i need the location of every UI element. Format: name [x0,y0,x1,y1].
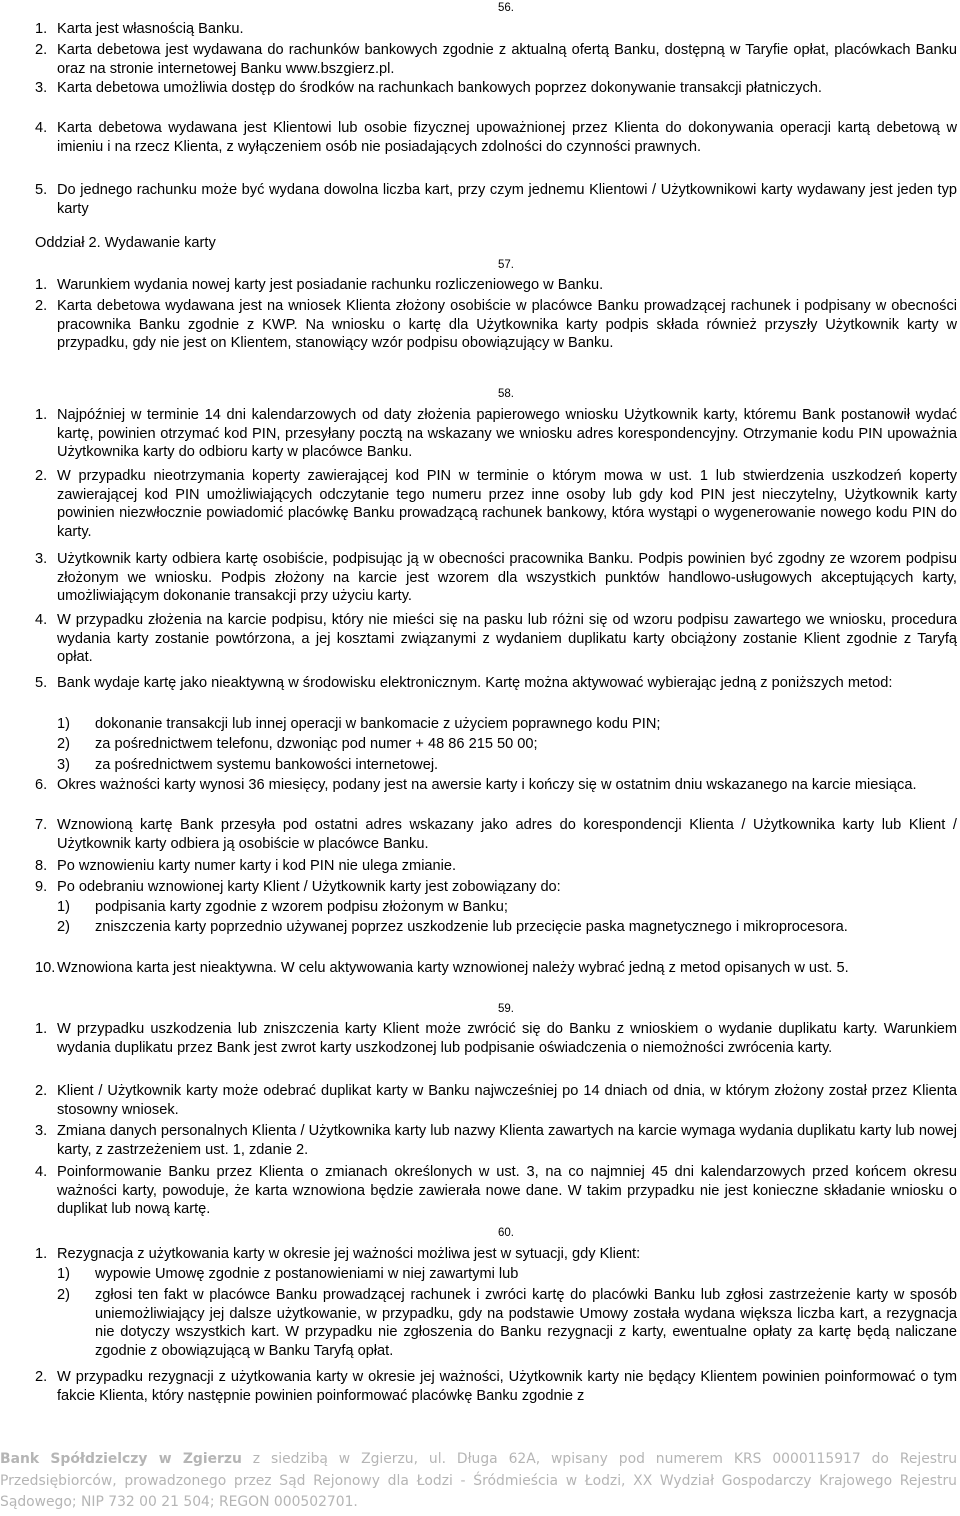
item-text: Użytkownik karty odbiera kartę osobiście, podpisując ją w obecności pracownika Banku. Podpis powinien być zgodny ze wzorem podpisu złożonym we wniosku. Podpis złożony na karcie jest wzorem dla wszystkich punktów handlowo-usługowych akceptujących karty, umożliwiającym dokonanie transakcji przy użyciu karty. [57,551,957,605]
page-footer [0,1449,957,1514]
subitem-number: 1) [57,1266,70,1282]
subitem-number: 1) [57,716,70,732]
s59-item-4 [35,1163,957,1219]
item-number: 2. [35,42,48,58]
s59-item-2 [35,1082,957,1119]
s58-item-9 [35,878,957,897]
item-text: W przypadku rezygnacji z użytkowania karty w okresie jej ważności, Użytkownik karty nie będący Klientem powinien poinformować o tym fakcie Klienta, który następnie powinien poinformować placówkę Banku zgodnie z [57,1369,957,1404]
subitem-number: 1) [57,899,70,915]
footer-registration-text: z siedzibą w Zgierzu, ul. Długa 62A, wpisany pod numerem KRS 0000115917 do Rejestru Przedsiębiorców, prowadzonego przez Sąd Rejonowy dla Łodzi - Śródmieścia w Łodzi, XX Wydział Gospodarczy Krajowego Rejestru Sądowego; NIP 732 00 21 504; REGON 000502701. [0,1451,957,1510]
item-text: Bank wydaje kartę jako nieaktywną w środowisku elektronicznym. Kartę można aktywować wybierając jedną z poniższych metod: [57,675,893,691]
s57-item-1 [35,276,957,295]
item-number: 5. [35,675,48,691]
item-number: 4. [35,1164,48,1180]
subitem-text: zgłosi ten fakt w placówce Banku prowadzącej rachunek i zwróci kartę do placówki Banku lub zgłosi zastrzeżenie karty w sposób uniemożliwiający jej dalsze użytkowanie, w przypadku, gdy na podstawie Umowy została wydana większa liczba kart, a rezygnacja nie dotyczy wszystkich kart. W przypadku nie zgłoszenia do Banku rezygnacji z karty, ewentualne opłaty za kartę będą naliczane zgodnie z obowiązującą w Banku Taryfą opłat. [95,1287,957,1359]
s58-item-7 [35,816,957,853]
s57-item-2 [35,297,957,353]
item-text: Karta debetowa jest wydawana do rachunków bankowych zgodnie z aktualną ofertą Banku, dostępną w Taryfie opłat, placówkach Banku oraz na stronie internetowej Banku www.bszgierz.pl. [57,42,957,77]
item-number: 1. [35,21,48,37]
s58-item-5 [35,674,957,693]
subitem-number: 2) [57,736,70,752]
s58-subitem-1 [57,715,957,734]
subitem-text: wypowie Umowę zgodnie z postanowieniami w niej zawartymi lub [95,1266,519,1282]
s58-item-8 [35,857,957,876]
item-text: Klient / Użytkownik karty może odebrać duplikat karty w Banku najwcześniej po 14 dniach od dnia, w którym złożony został przez Klienta stosowny wniosek. [57,1083,957,1118]
item-number: 1. [35,1021,48,1037]
s58-subitem-3 [57,756,957,775]
item-number: 2. [35,298,48,314]
item-text: Po wznowieniu karty numer karty i kod PIN nie ulega zmianie. [57,858,457,874]
item-text: Po odebraniu wznowionej karty Klient / Użytkownik karty jest zobowiązany do: [57,879,561,895]
s56-item-1 [35,20,957,39]
s56-item-5 [35,181,957,218]
item-number: 1. [35,1246,48,1262]
subitem-number: 2) [57,919,70,935]
subitem-text: za pośrednictwem telefonu, dzwoniąc pod numer + 48 86 215 50 00; [95,736,538,752]
item-number: 10. [35,960,56,976]
item-number: 4. [35,612,48,628]
item-number: 4. [35,120,48,136]
item-number: 3. [35,1123,48,1139]
item-text: Wznowiona karta jest nieaktywna. W celu aktywowania karty wznowionej należy wybrać jedną z metod opisanych w ust. 5. [57,960,849,976]
s58-subitem-9-2 [57,918,957,937]
s60-subitem-2 [57,1286,957,1360]
subitem-text: dokonanie transakcji lub innej operacji w bankomacie z użyciem poprawnego kodu PIN; [95,716,661,732]
section-56-heading: 56. [498,2,514,14]
item-text: Karta debetowa umożliwia dostęp do środków na rachunkach bankowych poprzez dokonywanie transakcji płatniczych. [57,80,822,96]
item-text: Rezygnacja z użytkowania karty w okresie jej ważności możliwa jest w sytuacji, gdy Klient: [57,1246,641,1262]
s58-item-6 [35,776,957,795]
s58-item-3 [35,550,957,606]
item-text: Poinformowanie Banku przez Klienta o zmianach określonych w ust. 3, na co najmniej 45 dni kalendarzowych przed końcem okresu ważności karty, powoduje, że karta wznowiona będzie zawierała nowe dane. W takim przypadku nie jest konieczne składanie wniosku o duplikat lub nową kartę. [57,1164,957,1218]
item-text: Do jednego rachunku może być wydana dowolna liczba kart, przy czym jednemu Klientowi / Użytkownikowi karty wydawany jest jeden typ karty [57,182,957,217]
section-59-heading: 59. [498,1003,514,1015]
item-text: Warunkiem wydania nowej karty jest posiadanie rachunku rozliczeniowego w Banku. [57,277,604,293]
s58-item-10 [35,959,957,978]
item-number: 9. [35,879,48,895]
item-number: 2. [35,1369,48,1385]
item-text: Karta jest własnością Banku. [57,21,244,37]
item-number: 3. [35,80,48,96]
item-number: 1. [35,277,48,293]
s59-item-3 [35,1122,957,1159]
section-57-heading: 57. [498,259,514,271]
item-text: W przypadku uszkodzenia lub zniszczenia karty Klient może zwrócić się do Banku z wnioskiem o wydanie duplikatu karty. Warunkiem wydania duplikatu przez Bank jest zwrot karty uszkodzonej lub podpisanie oświadczenia o niemożności zwrócenia karty. [57,1021,957,1056]
s60-item-1 [35,1245,957,1264]
division-heading: Oddział 2. Wydawanie karty [35,235,216,251]
item-number: 2. [35,468,48,484]
subitem-text: podpisania karty zgodnie z wzorem podpisu złożonym w Banku; [95,899,508,915]
item-number: 7. [35,817,48,833]
subitem-number: 2) [57,1287,70,1303]
s58-subitem-2 [57,735,957,754]
item-number: 8. [35,858,48,874]
item-text: Karta debetowa wydawana jest na wniosek Klienta złożony osobiście w placówce Banku prowadzącej rachunek i podpisany w obecności pracownika Banku zgodnie z KWP. Na wniosku o kartę dla Użytkownika karty podpis składa również przyszły Użytkownik karty w przypadku, gdy nie jest on Klientem, stanowiący wzór podpisu obowiązujący w Banku. [57,298,957,352]
s58-subitem-9-1 [57,898,957,917]
section-58-heading: 58. [498,388,514,400]
item-number: 2. [35,1083,48,1099]
footer-bank-name: Bank Spółdzielczy w Zgierzu [0,1451,242,1467]
subitem-text: zniszczenia karty poprzednio używanej poprzez uszkodzenie lub przecięcie paska magnetycznego i mikroprocesora. [95,919,848,935]
s60-subitem-1 [57,1265,957,1284]
s60-item-2 [35,1368,957,1405]
item-number: 3. [35,551,48,567]
item-text: Najpóźniej w terminie 14 dni kalendarzowych od daty złożenia papierowego wniosku Użytkownik karty, któremu Bank postanowił wydać kartę, powinien otrzymać kod PIN, przesyłany pocztą na wskazany we wniosku adres korespondencyjny. Otrzymanie kodu PIN upoważnia Użytkownika karty do odbioru karty w placówce Banku. [57,407,957,461]
item-number: 5. [35,182,48,198]
s56-item-4 [35,119,957,156]
item-text: W przypadku nieotrzymania koperty zawierającej kod PIN w terminie o którym mowa w ust. 1 lub stwierdzenia uszkodzeń koperty zawierającej kod PIN umożliwiających odczytanie tego numeru przez inne osoby lub gdy kod PIN jest nieczytelny, Użytkownik karty powinien niezwłocznie powiadomić placówkę Banku prowadzącą rachunek bankowy, która wystąpi o wygenerowanie nowego kodu PIN do karty. [57,468,957,540]
s59-item-1 [35,1020,957,1057]
item-number: 6. [35,777,48,793]
section-60-heading: 60. [498,1227,514,1239]
item-text: W przypadku złożenia na karcie podpisu, który nie mieści się na pasku lub różni się od wzoru podpisu zawartego we wniosku, procedura wydania karty zostanie powtórzona, a jej kosztami związanymi z wydaniem duplikatu karty obciążony zostanie Klient zgodnie z Taryfą opłat. [57,612,957,666]
s58-item-1 [35,406,957,462]
item-number: 1. [35,407,48,423]
item-text: Wznowioną kartę Bank przesyła pod ostatni adres wskazany jako adres do korespondencji Klienta / Użytkownika karty lub Klient / Użytkownik karty odbiera ją osobiście w placówce Banku. [57,817,957,852]
item-text: Karta debetowa wydawana jest Klientowi lub osobie fizycznej upoważnionej przez Klienta do dokonywania operacji kartą debetową w imieniu i na rzecz Klienta, z wyłączeniem osób nie posiadających zdolności do czynności prawnych. [57,120,957,155]
s58-item-2 [35,467,957,541]
item-text: Zmiana danych personalnych Klienta / Użytkownika karty lub nazwy Klienta zawartych na karcie wymaga wydania duplikatu karty lub nowej karty, z zastrzeżeniem ust. 1, zdanie 2. [57,1123,957,1158]
s56-item-2 [35,41,957,78]
subitem-text: za pośrednictwem systemu bankowości internetowej. [95,757,439,773]
s56-item-3 [35,79,957,98]
s58-item-4 [35,611,957,667]
subitem-number: 3) [57,757,70,773]
item-text: Okres ważności karty wynosi 36 miesięcy, podany jest na awersie karty i kończy się w ostatnim dniu wskazanego na karcie miesiąca. [57,777,917,793]
